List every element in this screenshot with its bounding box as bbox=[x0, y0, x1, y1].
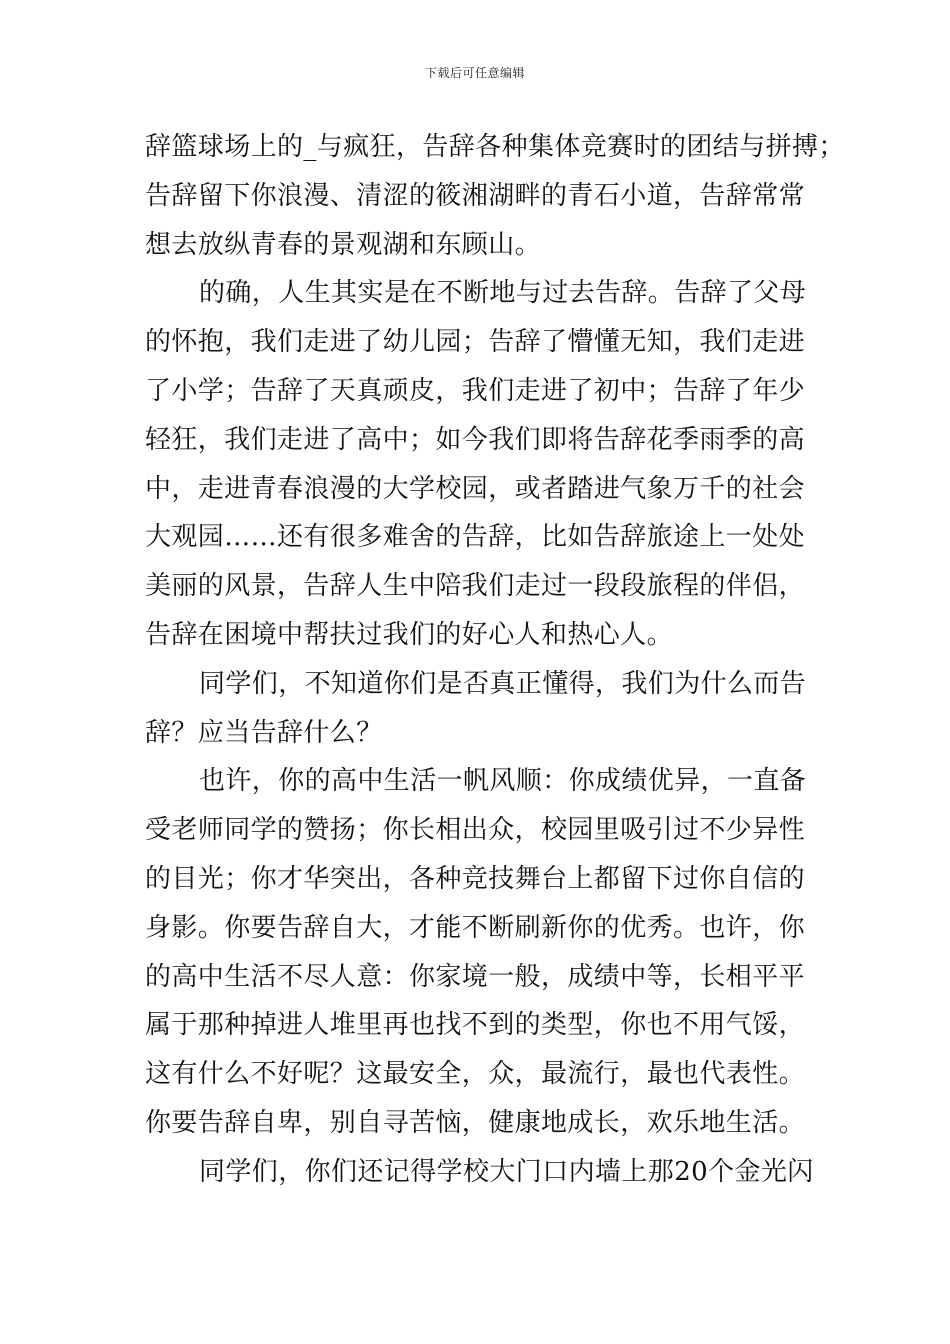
paragraph-start-line: 的确，人生其实是在不断地与过去告辞。告辞了父母 bbox=[199, 278, 807, 309]
paragraph-start-line: 同学们，你们还记得学校大门口内墙上那20个金光闪 bbox=[199, 1156, 814, 1187]
text-line: 美丽的风景，告辞人生中陪我们走过一段段旅程的伴侣， bbox=[145, 571, 806, 602]
text-line: 了小学；告辞了天真顽皮，我们走进了初中；告辞了年少 bbox=[145, 375, 806, 406]
text-line: 的高中生活不尽人意：你家境一般，成绩中等，长相平平 bbox=[145, 961, 806, 992]
text-line: 的目光；你才华突出，各种竞技舞台上都留下过你自信的 bbox=[145, 863, 806, 894]
text-line: 大观园……还有很多难舍的告辞，比如告辞旅途上一处处 bbox=[145, 522, 806, 553]
text-line: 辞篮球场上的_与疯狂，告辞各种集体竞赛时的团结与拼搏； bbox=[145, 132, 845, 162]
text-line: 你要告辞自卑，别自寻苦恼，健康地成长，欢乐地生活。 bbox=[145, 1107, 806, 1138]
page-header: 下载后可任意编辑 bbox=[424, 66, 525, 80]
text-line: 告辞在困境中帮扶过我们的好心人和热心人。 bbox=[145, 619, 674, 650]
text-line: 想去放纵青春的景观湖和东顾山。 bbox=[145, 229, 542, 260]
text-line: 辞？应当告辞什么？ bbox=[145, 717, 383, 748]
document-body bbox=[145, 123, 845, 1197]
paragraph-start-line: 同学们，不知道你们是否真正懂得，我们为什么而告 bbox=[199, 668, 807, 699]
paragraph-start-line: 也许，你的高中生活一帆风顺：你成绩优异，一直备 bbox=[199, 766, 807, 797]
text-line: 身影。你要告辞自大，才能不断刷新你的优秀。也许，你 bbox=[145, 912, 806, 943]
text-line: 轻狂，我们走进了高中；如今我们即将告辞花季雨季的高 bbox=[145, 424, 806, 455]
text-line: 告辞留下你浪漫、清涩的筱湘湖畔的青石小道，告辞常常 bbox=[145, 180, 806, 211]
text-line: 属于那种掉进人堆里再也找不到的类型，你也不用气馁， bbox=[145, 1010, 806, 1041]
text-line: 这有什么不好呢？这最安全，众，最流行，最也代表性。 bbox=[145, 1059, 806, 1090]
text-line: 中，走进青春浪漫的大学校园，或者踏进气象万千的社会 bbox=[145, 473, 806, 504]
text-line: 受老师同学的赞扬；你长相出众，校园里吸引过不少异性 bbox=[145, 815, 806, 846]
text-line: 的怀抱，我们走进了幼儿园；告辞了懵懂无知，我们走进 bbox=[145, 327, 806, 358]
